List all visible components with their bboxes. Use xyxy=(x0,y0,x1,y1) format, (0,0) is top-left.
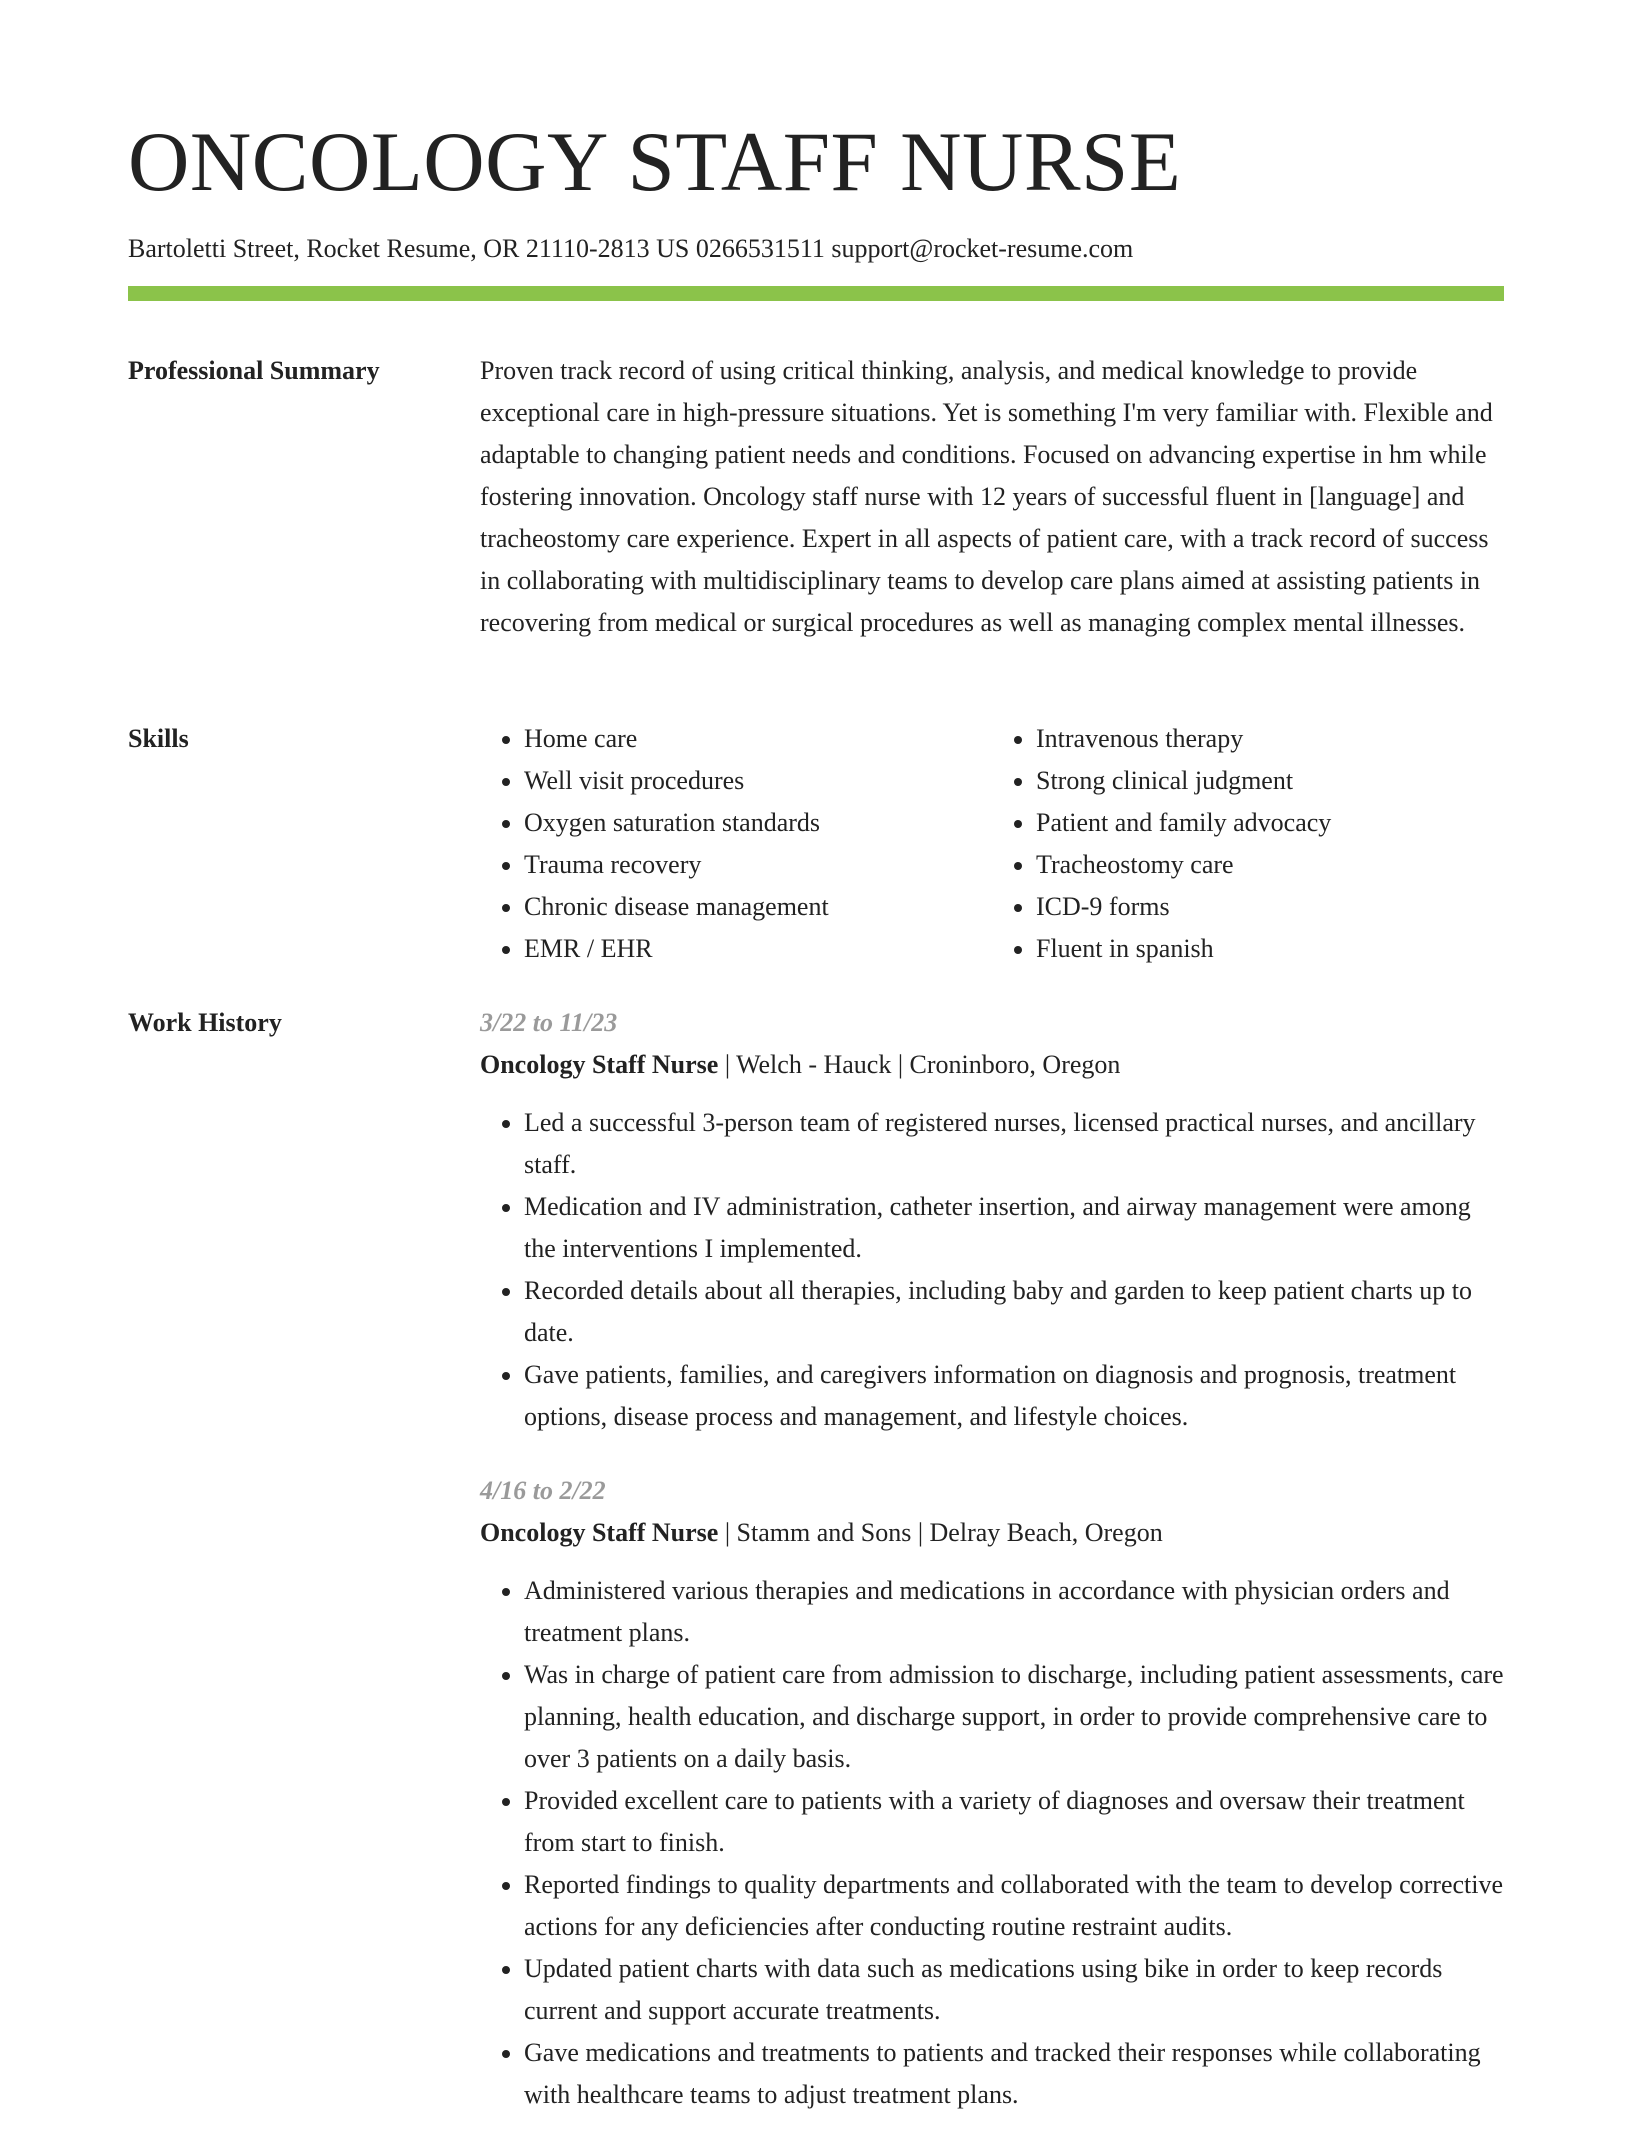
job-heading xyxy=(480,1512,1504,1554)
job-entry xyxy=(480,1002,1504,1438)
skill-item: • Home care xyxy=(524,718,992,760)
job-bullet: • Gave patients, families, and caregivers information on diagnosis and prognosis, treatment options, disease process and management, and lifestyle choices. xyxy=(524,1354,1504,1438)
skill-item: • Patient and family advocacy xyxy=(1036,802,1504,844)
job-heading xyxy=(480,1044,1504,1086)
job-bullet-list xyxy=(480,1570,1504,2116)
skill-item: • Tracheostomy care xyxy=(1036,844,1504,886)
skill-item: • Fluent in spanish xyxy=(1036,928,1504,970)
contact-line: Bartoletti Street, Rocket Resume, OR 21110-2813 US 0266531511 support@rocket-resume.com xyxy=(128,234,1134,263)
job-bullet-list xyxy=(480,1102,1504,1438)
summary-body xyxy=(480,350,1504,644)
skills-heading: Skills xyxy=(128,724,189,753)
work-history-heading: Work History xyxy=(128,1008,282,1037)
skills-columns xyxy=(480,718,1504,970)
job-bullet: • Gave medications and treatments to patients and tracked their responses while collaborating with healthcare teams to adjust treatment plans. xyxy=(524,2032,1504,2116)
job-bullet: • Administered various therapies and medications in accordance with physician orders and treatment plans. xyxy=(524,1570,1504,1654)
job-bullet: • Updated patient charts with data such as medications using bike in order to keep records current and support accurate treatments. xyxy=(524,1948,1504,2032)
skill-item: • Strong clinical judgment xyxy=(1036,760,1504,802)
job-title: Oncology Staff Nurse xyxy=(480,1050,719,1079)
job-bullet: • Medication and IV administration, catheter insertion, and airway management were among the interventions I implemented. xyxy=(524,1186,1504,1270)
skill-item: • Chronic disease management xyxy=(524,886,992,928)
job-bullet: • Was in charge of patient care from admission to discharge, including patient assessments, care planning, health education, and discharge support, in order to provide comprehensive care to over 3 patients on a daily basis. xyxy=(524,1654,1504,1780)
skills-list-left xyxy=(480,718,992,970)
skill-item: • Trauma recovery xyxy=(524,844,992,886)
job-employer-location: | Welch - Hauck | Croninboro, Oregon xyxy=(718,1050,1121,1079)
summary-heading: Professional Summary xyxy=(128,356,380,385)
job-bullet: • Reported findings to quality departments and collaborated with the team to develop corrective actions for any deficiencies after conducting routine restraint audits. xyxy=(524,1864,1504,1948)
resume-name-heading: ONCOLOGY STAFF NURSE xyxy=(128,115,1182,209)
skills-list-right xyxy=(992,718,1504,970)
skill-item: • Intravenous therapy xyxy=(1036,718,1504,760)
summary-text: Proven track record of using critical thinking, analysis, and medical knowledge to provide exceptional care in high-pressure situations. Yet is something I'm very familiar with. Flexible and adaptable to changing patient needs and conditions. Focused on advancing expertise in hm while fostering innovation. Oncology staff nurse with 12 years of successful fluent in [language] and tracheostomy care experience. Expert in all aspects of patient care, with a track record of success in collaborating with multidisciplinary teams to develop care plans aimed at assisting patients in recovering from medical or surgical procedures as well as managing complex mental illnesses. xyxy=(480,356,1493,637)
job-dates: 4/16 to 2/22 xyxy=(480,1476,606,1505)
job-dates: 3/22 to 11/23 xyxy=(480,1008,618,1037)
job-title: Oncology Staff Nurse xyxy=(480,1518,719,1547)
job-employer-location: | Stamm and Sons | Delray Beach, Oregon xyxy=(718,1518,1163,1547)
skill-item: • EMR / EHR xyxy=(524,928,992,970)
skill-item: • ICD-9 forms xyxy=(1036,886,1504,928)
work-history-body xyxy=(480,1002,1504,2148)
job-entry xyxy=(480,1470,1504,2116)
skills-body xyxy=(480,718,1504,970)
accent-divider xyxy=(128,286,1504,301)
job-bullet: • Recorded details about all therapies, including baby and garden to keep patient charts up to date. xyxy=(524,1270,1504,1354)
job-bullet: • Provided excellent care to patients with a variety of diagnoses and oversaw their treatment from start to finish. xyxy=(524,1780,1504,1864)
skill-item: • Oxygen saturation standards xyxy=(524,802,992,844)
job-bullet: • Led a successful 3-person team of registered nurses, licensed practical nurses, and ancillary staff. xyxy=(524,1102,1504,1186)
skill-item: • Well visit procedures xyxy=(524,760,992,802)
